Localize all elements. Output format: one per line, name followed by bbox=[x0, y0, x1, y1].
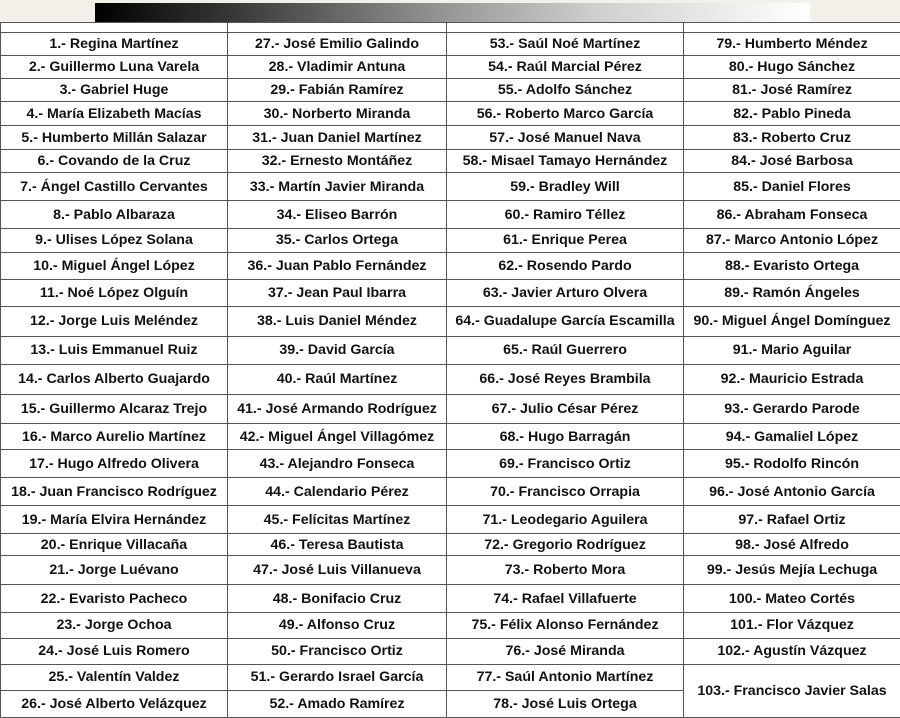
name-cell: 97.- Rafael Ortiz bbox=[684, 506, 900, 534]
name-cell: 9.- Ulises López Solana bbox=[1, 228, 228, 252]
name-cell: 51.- Gerardo Israel García bbox=[228, 664, 447, 690]
name-cell: 52.- Amado Ramírez bbox=[228, 690, 447, 717]
name-cell: 22.- Evaristo Pacheco bbox=[1, 585, 228, 612]
table-row bbox=[1, 585, 900, 612]
name-cell: 4.- María Elizabeth Macías bbox=[1, 102, 228, 126]
table-row bbox=[1, 279, 900, 306]
table-row bbox=[1, 201, 900, 228]
name-cell: 63.- Javier Arturo Olvera bbox=[447, 279, 684, 306]
name-cell: 1.- Regina Martínez bbox=[1, 33, 228, 56]
table-row bbox=[1, 506, 900, 534]
name-cell: 90.- Miguel Ángel Domínguez bbox=[684, 306, 900, 336]
name-cell: 46.- Teresa Bautista bbox=[228, 534, 447, 556]
name-cell: 96.- José Antonio García bbox=[684, 478, 900, 506]
table-row bbox=[1, 79, 900, 102]
table-row bbox=[1, 450, 900, 478]
name-cell: 79.- Humberto Méndez bbox=[684, 33, 900, 56]
table-row bbox=[1, 306, 900, 336]
table-row bbox=[1, 364, 900, 394]
name-cell: 26.- José Alberto Velázquez bbox=[1, 690, 228, 717]
name-cell: 37.- Jean Paul Ibarra bbox=[228, 279, 447, 306]
name-cell: 66.- José Reyes Brambila bbox=[447, 364, 684, 394]
table-row bbox=[1, 638, 900, 664]
name-cell: 69.- Francisco Ortiz bbox=[447, 450, 684, 478]
name-cell: 56.- Roberto Marco García bbox=[447, 102, 684, 126]
name-cell: 94.- Gamaliel López bbox=[684, 424, 900, 450]
name-cell: 35.- Carlos Ortega bbox=[228, 228, 447, 252]
name-cell: 2.- Guillermo Luna Varela bbox=[1, 56, 228, 79]
name-cell: 62.- Rosendo Pardo bbox=[447, 252, 684, 279]
name-cell: 20.- Enrique Villacaña bbox=[1, 534, 228, 556]
table-row bbox=[1, 556, 900, 585]
name-cell: 98.- José Alfredo bbox=[684, 534, 900, 556]
name-cell: 55.- Adolfo Sánchez bbox=[447, 79, 684, 102]
name-cell: 64.- Guadalupe García Escamilla bbox=[447, 306, 684, 336]
name-cell: 24.- José Luis Romero bbox=[1, 638, 228, 664]
name-cell: 72.- Gregorio Rodríguez bbox=[447, 534, 684, 556]
spacer-cell bbox=[447, 23, 684, 33]
name-cell: 21.- Jorge Luévano bbox=[1, 556, 228, 585]
name-cell: 60.- Ramiro Téllez bbox=[447, 201, 684, 228]
name-cell: 82.- Pablo Pineda bbox=[684, 102, 900, 126]
name-cell: 27.- José Emilio Galindo bbox=[228, 33, 447, 56]
name-cell: 44.- Calendario Pérez bbox=[228, 478, 447, 506]
name-cell: 11.- Noé López Olguín bbox=[1, 279, 228, 306]
gradient-banner bbox=[95, 3, 810, 22]
spacer-cell bbox=[228, 23, 447, 33]
name-cell: 76.- José Miranda bbox=[447, 638, 684, 664]
names-table bbox=[0, 22, 900, 718]
table-row bbox=[1, 33, 900, 56]
spacer-cell bbox=[684, 23, 900, 33]
name-cell: 42.- Miguel Ángel Villagómez bbox=[228, 424, 447, 450]
name-cell: 6.- Covando de la Cruz bbox=[1, 150, 228, 173]
name-cell: 88.- Evaristo Ortega bbox=[684, 252, 900, 279]
name-cell: 68.- Hugo Barragán bbox=[447, 424, 684, 450]
header-bar bbox=[0, 0, 900, 24]
name-cell: 61.- Enrique Perea bbox=[447, 228, 684, 252]
name-cell: 19.- María Elvira Hernández bbox=[1, 506, 228, 534]
name-cell: 80.- Hugo Sánchez bbox=[684, 56, 900, 79]
name-cell: 14.- Carlos Alberto Guajardo bbox=[1, 364, 228, 394]
name-cell: 77.- Saúl Antonio Martínez bbox=[447, 664, 684, 690]
name-cell: 33.- Martín Javier Miranda bbox=[228, 173, 447, 201]
table-row bbox=[1, 664, 900, 690]
name-cell: 78.- José Luis Ortega bbox=[447, 690, 684, 717]
name-cell: 41.- José Armando Rodríguez bbox=[228, 394, 447, 423]
table-row bbox=[1, 534, 900, 556]
name-cell: 84.- José Barbosa bbox=[684, 150, 900, 173]
spacer-cell bbox=[1, 23, 228, 33]
name-cell: 12.- Jorge Luis Meléndez bbox=[1, 306, 228, 336]
name-cell: 40.- Raúl Martínez bbox=[228, 364, 447, 394]
name-cell: 54.- Raúl Marcial Pérez bbox=[447, 56, 684, 79]
name-cell: 18.- Juan Francisco Rodríguez bbox=[1, 478, 228, 506]
name-cell: 95.- Rodolfo Rincón bbox=[684, 450, 900, 478]
name-cell: 43.- Alejandro Fonseca bbox=[228, 450, 447, 478]
name-cell: 25.- Valentín Valdez bbox=[1, 664, 228, 690]
name-cell: 45.- Felícitas Martínez bbox=[228, 506, 447, 534]
name-cell: 5.- Humberto Millán Salazar bbox=[1, 126, 228, 150]
name-cell: 34.- Eliseo Barrón bbox=[228, 201, 447, 228]
name-cell: 30.- Norberto Miranda bbox=[228, 102, 447, 126]
name-cell: 92.- Mauricio Estrada bbox=[684, 364, 900, 394]
name-cell: 99.- Jesús Mejía Lechuga bbox=[684, 556, 900, 585]
name-cell: 50.- Francisco Ortiz bbox=[228, 638, 447, 664]
name-cell: 101.- Flor Vázquez bbox=[684, 612, 900, 638]
table-row bbox=[1, 56, 900, 79]
name-cell: 10.- Miguel Ángel López bbox=[1, 252, 228, 279]
name-cell: 15.- Guillermo Alcaraz Trejo bbox=[1, 394, 228, 423]
header-spacer-row bbox=[1, 23, 900, 33]
name-cell: 3.- Gabriel Huge bbox=[1, 79, 228, 102]
name-cell: 73.- Roberto Mora bbox=[447, 556, 684, 585]
name-cell: 58.- Misael Tamayo Hernández bbox=[447, 150, 684, 173]
name-cell: 7.- Ángel Castillo Cervantes bbox=[1, 173, 228, 201]
name-cell: 49.- Alfonso Cruz bbox=[228, 612, 447, 638]
name-cell: 29.- Fabián Ramírez bbox=[228, 79, 447, 102]
name-cell: 86.- Abraham Fonseca bbox=[684, 201, 900, 228]
name-cell: 65.- Raúl Guerrero bbox=[447, 336, 684, 364]
name-cell: 36.- Juan Pablo Fernández bbox=[228, 252, 447, 279]
table-row bbox=[1, 102, 900, 126]
name-cell: 71.- Leodegario Aguilera bbox=[447, 506, 684, 534]
name-cell: 103.- Francisco Javier Salas bbox=[684, 664, 900, 717]
name-cell: 89.- Ramón Ángeles bbox=[684, 279, 900, 306]
name-cell: 83.- Roberto Cruz bbox=[684, 126, 900, 150]
name-cell: 31.- Juan Daniel Martínez bbox=[228, 126, 447, 150]
name-cell: 87.- Marco Antonio López bbox=[684, 228, 900, 252]
name-cell: 38.- Luis Daniel Méndez bbox=[228, 306, 447, 336]
name-cell: 74.- Rafael Villafuerte bbox=[447, 585, 684, 612]
table-row bbox=[1, 394, 900, 423]
name-cell: 28.- Vladimir Antuna bbox=[228, 56, 447, 79]
table-row bbox=[1, 336, 900, 364]
name-cell: 47.- José Luis Villanueva bbox=[228, 556, 447, 585]
name-cell: 75.- Félix Alonso Fernández bbox=[447, 612, 684, 638]
name-cell: 67.- Julio César Pérez bbox=[447, 394, 684, 423]
name-cell: 100.- Mateo Cortés bbox=[684, 585, 900, 612]
table-row bbox=[1, 252, 900, 279]
name-cell: 13.- Luis Emmanuel Ruiz bbox=[1, 336, 228, 364]
name-cell: 32.- Ernesto Montáñez bbox=[228, 150, 447, 173]
table-row bbox=[1, 424, 900, 450]
name-cell: 91.- Mario Aguilar bbox=[684, 336, 900, 364]
name-cell: 70.- Francisco Orrapia bbox=[447, 478, 684, 506]
name-cell: 23.- Jorge Ochoa bbox=[1, 612, 228, 638]
table-row bbox=[1, 612, 900, 638]
name-cell: 48.- Bonifacio Cruz bbox=[228, 585, 447, 612]
name-cell: 57.- José Manuel Nava bbox=[447, 126, 684, 150]
name-cell: 17.- Hugo Alfredo Olivera bbox=[1, 450, 228, 478]
name-cell: 102.- Agustín Vázquez bbox=[684, 638, 900, 664]
table-row bbox=[1, 478, 900, 506]
name-cell: 93.- Gerardo Parode bbox=[684, 394, 900, 423]
name-cell: 59.- Bradley Will bbox=[447, 173, 684, 201]
name-cell: 85.- Daniel Flores bbox=[684, 173, 900, 201]
table-row bbox=[1, 126, 900, 150]
table-row bbox=[1, 228, 900, 252]
name-cell: 16.- Marco Aurelio Martínez bbox=[1, 424, 228, 450]
name-cell: 39.- David García bbox=[228, 336, 447, 364]
table-row bbox=[1, 150, 900, 173]
name-cell: 81.- José Ramírez bbox=[684, 79, 900, 102]
table-row bbox=[1, 173, 900, 201]
name-cell: 8.- Pablo Albaraza bbox=[1, 201, 228, 228]
name-cell: 53.- Saúl Noé Martínez bbox=[447, 33, 684, 56]
